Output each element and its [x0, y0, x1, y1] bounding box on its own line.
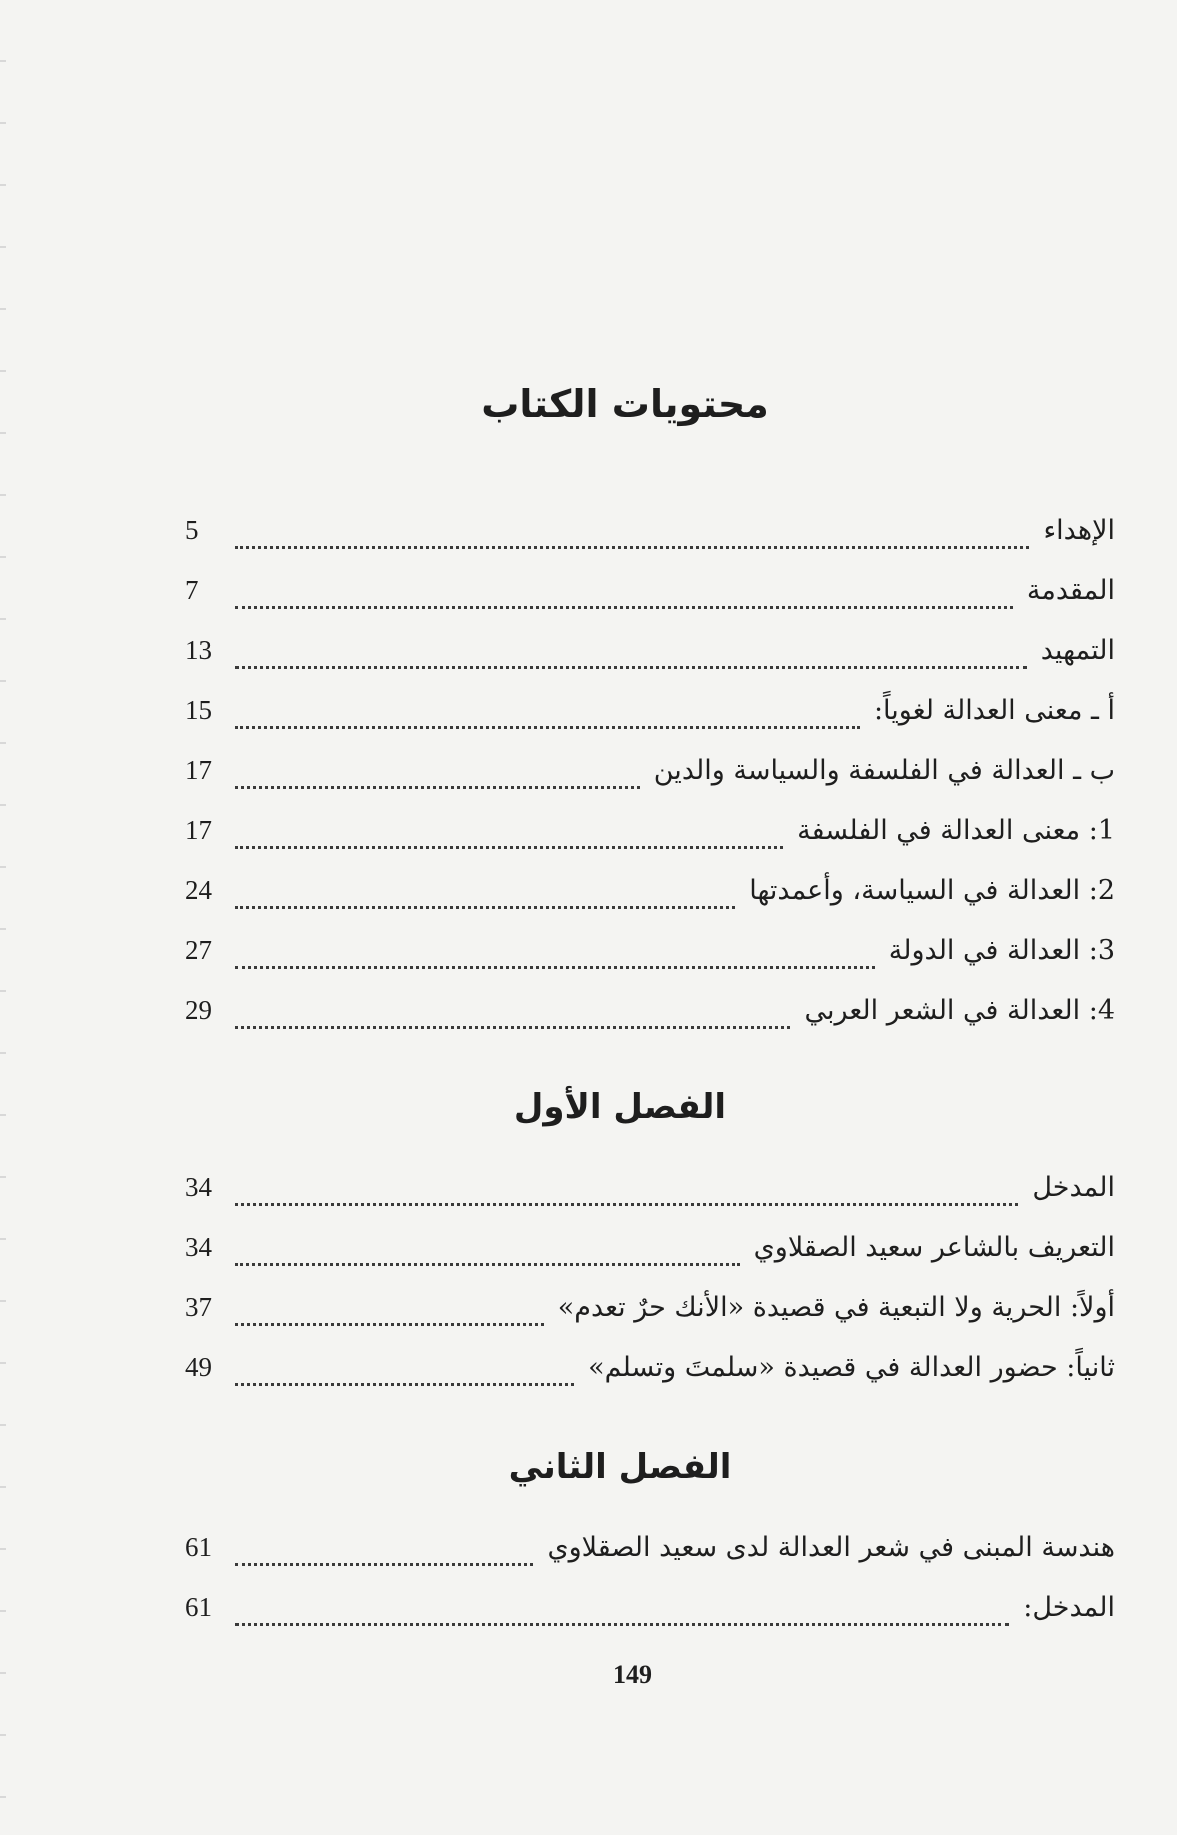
- dot-leader: [235, 1383, 574, 1386]
- dot-leader: [235, 666, 1027, 669]
- chapter-1-title: الفصل الأول: [513, 1087, 727, 1127]
- page-edge-marks: [0, 0, 6, 1835]
- toc-entry-page: 49: [185, 1352, 212, 1382]
- dot-leader: [235, 846, 783, 849]
- toc-entry-page: 24: [185, 875, 212, 905]
- toc-entry-page: 13: [185, 635, 212, 665]
- toc-entry[interactable]: [185, 935, 1115, 995]
- dot-leader: [235, 1323, 544, 1326]
- toc-entry-page: 5: [185, 515, 199, 545]
- toc-entry-label: 2: العدالة في السياسة، وأعمدتها: [749, 875, 1115, 906]
- toc-entry-label: التمهيد: [1040, 635, 1115, 666]
- toc-entry-page: 29: [185, 995, 212, 1025]
- dot-leader: [235, 1563, 533, 1566]
- toc-entry-label: أ ـ معنى العدالة لغوياً:: [873, 695, 1115, 726]
- toc-entry[interactable]: [185, 635, 1115, 695]
- toc-entry-page: 61: [185, 1592, 212, 1622]
- toc-entry[interactable]: [185, 515, 1115, 575]
- toc-entry-label: 3: العدالة في الدولة: [888, 935, 1115, 966]
- toc-entry[interactable]: [185, 1172, 1115, 1232]
- toc-entry[interactable]: [185, 1352, 1115, 1412]
- toc-entry-label: أولاً: الحرية ولا التبعية في قصيدة «الأنك حرٌ تعدم»: [557, 1292, 1115, 1323]
- toc-entry-label: المدخل:: [1023, 1592, 1115, 1623]
- toc-entry-page: 34: [185, 1172, 212, 1202]
- toc-entry[interactable]: [185, 755, 1115, 815]
- dot-leader: [235, 606, 1013, 609]
- toc-entry[interactable]: [185, 1292, 1115, 1352]
- dot-leader: [235, 726, 860, 729]
- toc-entry-page: 61: [185, 1532, 212, 1562]
- dot-leader: [235, 1026, 790, 1029]
- toc-entry-label: هندسة المبنى في شعر العدالة لدى سعيد الصقلاوي: [547, 1532, 1115, 1563]
- toc-entry-label: 4: العدالة في الشعر العربي: [804, 995, 1115, 1026]
- dot-leader: [235, 966, 875, 969]
- toc-entry-page: 37: [185, 1292, 212, 1322]
- toc-entry-page: 34: [185, 1232, 212, 1262]
- dot-leader: [235, 1203, 1018, 1206]
- chapter-2-title: الفصل الثاني: [508, 1447, 732, 1487]
- page-title: محتويات الكتاب: [481, 382, 769, 426]
- toc-entry[interactable]: [185, 995, 1115, 1055]
- chapter-2-toc-list: [185, 1532, 1115, 1652]
- toc-entry[interactable]: [185, 815, 1115, 875]
- toc-entry[interactable]: [185, 1232, 1115, 1292]
- dot-leader: [235, 1263, 740, 1266]
- toc-entry-page: 27: [185, 935, 212, 965]
- dot-leader: [235, 906, 735, 909]
- toc-entry[interactable]: [185, 875, 1115, 935]
- toc-entry[interactable]: [185, 575, 1115, 635]
- chapter-1-toc-list: [185, 1172, 1115, 1412]
- toc-entry-page: 15: [185, 695, 212, 725]
- toc-entry-page: 7: [185, 575, 199, 605]
- dot-leader: [235, 1623, 1009, 1626]
- toc-entry[interactable]: [185, 1532, 1115, 1592]
- toc-entry-label: المقدمة: [1026, 575, 1115, 606]
- toc-entry[interactable]: [185, 695, 1115, 755]
- dot-leader: [235, 786, 640, 789]
- toc-entry-label: 1: معنى العدالة في الفلسفة: [797, 815, 1115, 846]
- toc-entry-page: 17: [185, 815, 212, 845]
- toc-entry-page: 17: [185, 755, 212, 785]
- dot-leader: [235, 546, 1029, 549]
- toc-entry-label: التعريف بالشاعر سعيد الصقلاوي: [753, 1232, 1115, 1263]
- toc-entry[interactable]: [185, 1592, 1115, 1652]
- toc-entry-label: المدخل: [1032, 1172, 1115, 1203]
- toc-entry-label: الإهداء: [1043, 515, 1115, 546]
- page-number: 149: [613, 1660, 652, 1689]
- toc-entry-label: ب ـ العدالة في الفلسفة والسياسة والدين: [653, 755, 1115, 786]
- intro-toc-list: [185, 515, 1115, 1055]
- toc-entry-label: ثانياً: حضور العدالة في قصيدة «سلمتَ وتسلم»: [588, 1352, 1115, 1383]
